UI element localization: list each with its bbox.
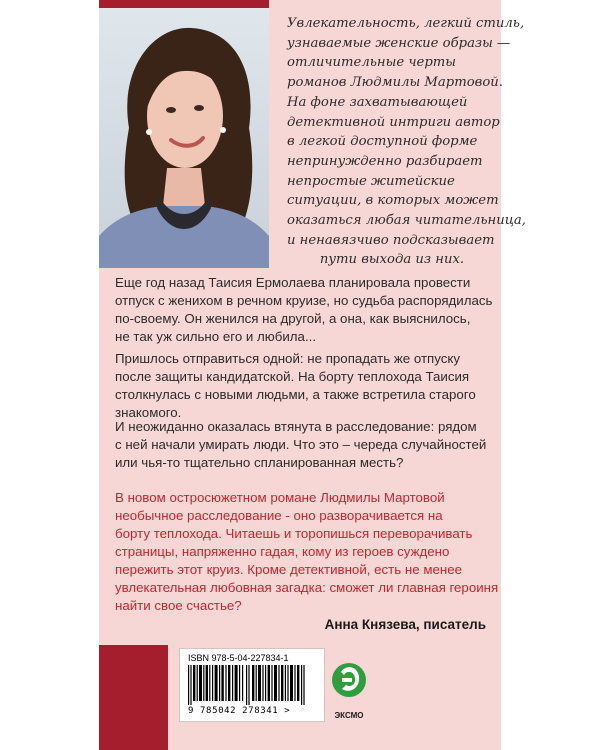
synopsis-line: по-своему. Он женился на другой, а она, как выяснилось,	[115, 311, 471, 326]
quote-line: непринужденно разбирает	[287, 153, 483, 169]
promo-line: В новом остросюжетном романе Людмилы Мартовой	[115, 490, 445, 505]
quote-line: детективной интриги автор	[287, 114, 500, 130]
promo-line: страницы, напряженно гадая, кому из героев суждено	[115, 544, 450, 559]
promo-paragraph	[115, 489, 499, 615]
red-top-strip	[99, 0, 269, 8]
quote-line: ситуации, в которых может	[287, 193, 499, 209]
synopsis-line: или чья-то тщательно спланированная месть?	[115, 455, 404, 470]
author-quote	[287, 14, 526, 270]
synopsis-line: Еще год назад Таисия Ермолаева планировала провести	[115, 275, 471, 290]
promo-line: необычное расследование - оно разворачивается на	[115, 508, 443, 523]
isbn-label: ISBN 978-5-04-227834-1	[188, 653, 289, 663]
author-portrait-icon	[99, 8, 269, 268]
quote-line: узнаваемые женские образы —	[287, 35, 511, 51]
synopsis-line: не так уж сильно его и любила...	[115, 329, 317, 344]
synopsis-line: столкнулась с новыми людьми, а также встретила старого	[115, 387, 476, 402]
promo-line: найти свое счастье?	[115, 598, 242, 613]
quote-line: оказаться любая читательница,	[287, 213, 526, 229]
synopsis-paragraph-2	[115, 350, 495, 422]
quote-line: Увлекательность, легкий стиль,	[287, 16, 525, 31]
barcode-box	[179, 648, 325, 722]
quote-line: пути выхода из них.	[319, 252, 465, 268]
quote-line: непростые житейские	[287, 173, 455, 189]
author-photo	[99, 8, 269, 268]
quote-line: и ненавязчиво подсказывает	[287, 232, 495, 248]
review-signature: Анна Князева, писатель	[324, 617, 486, 632]
quote-line: в легкой доступной форме	[287, 134, 478, 150]
red-bottom-block	[99, 645, 168, 750]
synopsis-paragraph-1	[115, 274, 495, 346]
publisher-name: ЭКСМО	[334, 711, 364, 720]
quote-line: романов Людмилы Мартовой.	[287, 75, 503, 91]
synopsis-line: И неожиданно оказалась втянута в расследование: рядом	[115, 419, 477, 434]
barcode-icon	[188, 665, 312, 705]
quote-line: На фоне захватывающей	[287, 94, 468, 110]
synopsis-line: знакомого.	[115, 405, 182, 420]
synopsis-line: с ней начали умирать люди. Что это – череда случайностей	[115, 437, 487, 452]
synopsis-line: отпуск с женихом в речном круизе, но судьба распорядилась	[115, 293, 493, 308]
synopsis-line: после защиты кандидатской. На борту теплохода Таисия	[115, 369, 470, 384]
promo-line: увлекательная любовная загадка: сможет ли главная героиня	[115, 580, 499, 595]
synopsis-paragraph-3	[115, 418, 495, 472]
promo-line: пережить этот круиз. Кроме детективной, есть не менее	[115, 562, 462, 577]
promo-line: борту теплохода. Читаешь и торопишься переворачивать	[115, 526, 473, 541]
barcode-number: 9 785042 278341 >	[188, 706, 291, 716]
synopsis-line: Пришлось отправиться одной: не пропадать же отпуску	[115, 351, 461, 366]
eksmo-logo-icon	[330, 650, 368, 712]
quote-line: отличительные черты	[287, 55, 457, 71]
